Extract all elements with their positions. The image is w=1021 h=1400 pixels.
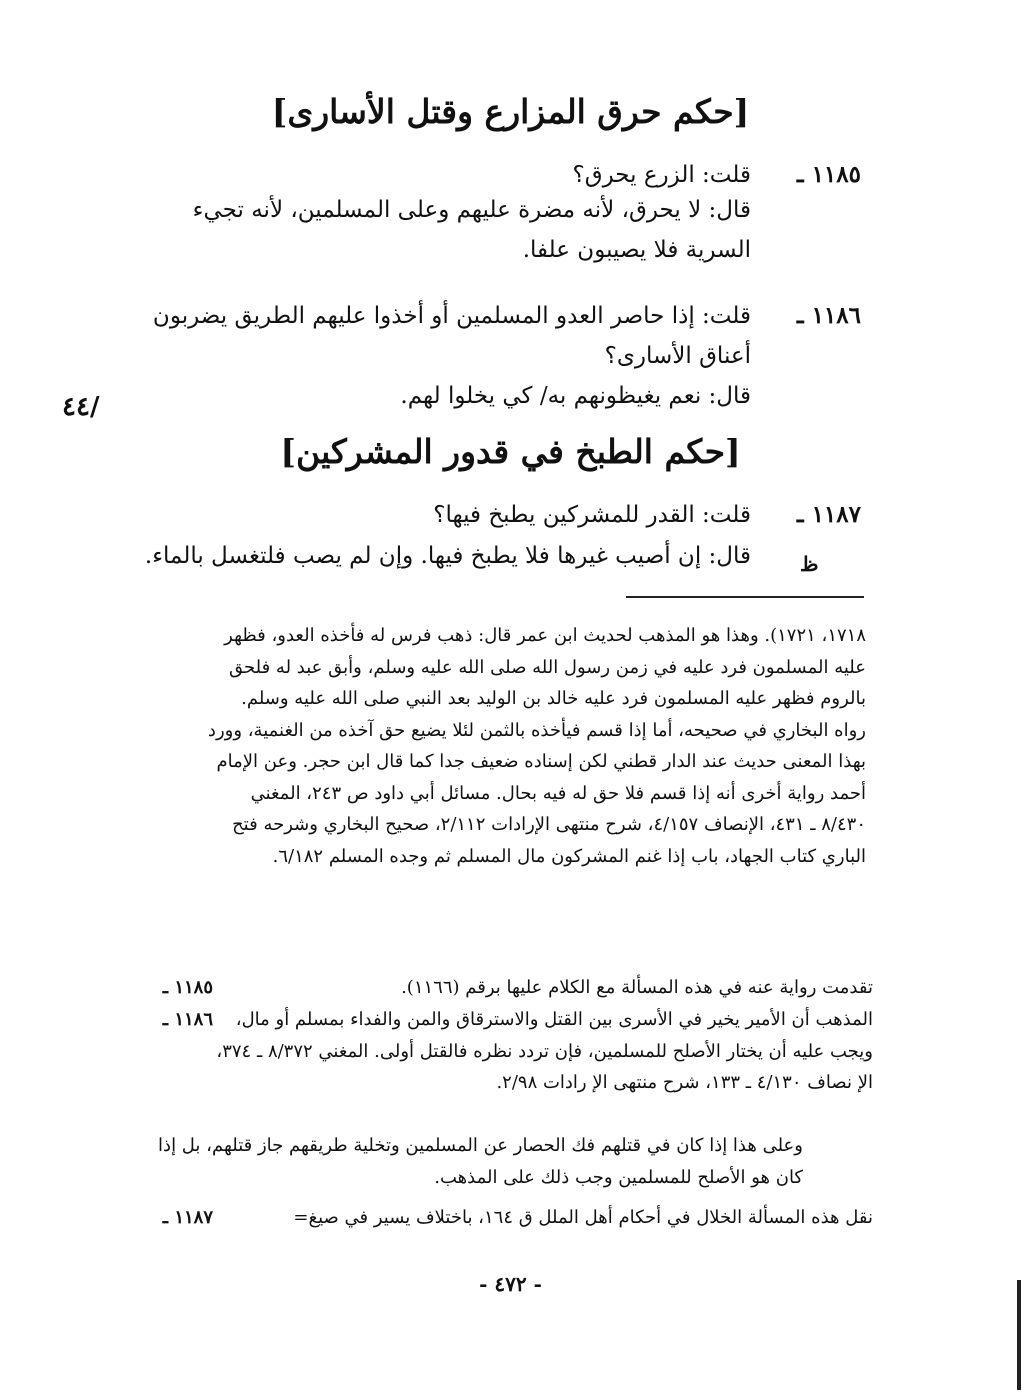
footnote-separator (626, 596, 864, 598)
entry-answer: قال: نعم يغيظونهم به/ كي يخلوا لهم. (400, 383, 751, 409)
footnote-continued: ١٧١٨، ١٧٢١). وهذا هو المذهب لحديث ابن عمر قال: ذهب فرس له فأخذه العدو، فظهر عليه المسلمون فرد عليه في زمن رسول الله صلى الله عليه وسلم، وأبق عبد له فلحق بالروم فظهر عليه المسلمون فرد عليه خالد بن الوليد بعد النبي صلى الله عليه وسلم. رواه البخاري في صحيحه، أما إذا قسم فيأخذه بالثمن لئلا يضيع حق آخذه من الغنمية، وورد بهذا المعنى حديث عند الدار قطني لكن إسناده ضعيف جدا كما قال ابن حجر. وعن الإمام أحمد رواية أخرى أنه إذا قسم فلا حق له فيه بحال. مسائل أبي داود ص ٢٤٣، المغني ٨/٤٣٠ ـ ٤٣١، الإنصاف ٤/١٥٧، شرح منتهى الإرادات ٢/١١٢، صحيح البخاري وشرحه فتح الباري كتاب الجهاد، باب إذا غنم المشركون مال المسلم ثم وجده المسلم ٦/١٨٢. (207, 625, 866, 867)
margin-mark: ظ (800, 552, 819, 576)
entry-answer: قال: إن أصيب غيرها فلا يطبخ فيها. وإن لم يصب فلتغسل بالماء. (144, 543, 751, 569)
entry-number: ١١٨٦ ـ (796, 302, 861, 329)
entry-question: قلت: إذا حاصر العدو المسلمين أو أخذوا عليهم الطريق يضربون أعناق الأسارى؟ (152, 303, 751, 369)
entry-1185 (141, 160, 861, 270)
footnote-number: ١١٨٥ ـ (162, 977, 213, 998)
section-heading-cooking: [حكم الطبخ في قدور المشركين] (280, 432, 741, 471)
margin-folio-number: /٤٤ (62, 392, 100, 422)
entry-number: ١١٨٥ ـ (796, 161, 861, 188)
footnote-text: نقل هذه المسألة الخلال في أحكام أهل الملل ق ١٦٤، باختلاف يسير في صيغ= (293, 1207, 873, 1228)
footnote-1187 (143, 1202, 873, 1234)
footnote-1186-continued: وعلى هذا إذا كان في قتلهم فك الحصار عن المسلمين وتخلية طريقهم جاز قتلهم، بل إذا كان هو الأصلح للمسلمين وجب ذلك على المذهب. (158, 1135, 803, 1188)
footnote-text: المذهب أن الأمير يخير في الأسرى بين القتل والاسترقاق والمن والفداء بمسلم أو مال، ويجب عليه أن يختار الأصلح للمسلمين، فإن تردد نظره فالقتل أولى. المغني ٨/٣٧٢ ـ ٣٧٤، الإ نصاف ٤/١٣٠ ـ ١٣٣، شرح منتهى الإ رادات ٢/٩٨. (216, 1009, 873, 1093)
footnote-text: تقدمت رواية عنه في هذه المسألة مع الكلام عليها برقم (١١٦٦). (401, 977, 873, 998)
footnote-1186 (143, 1004, 873, 1099)
scan-edge-mark (1017, 1280, 1021, 1390)
footnote-number: ١١٨٧ ـ (162, 1207, 213, 1228)
entry-1186 (141, 296, 861, 416)
footnote-1185 (143, 972, 873, 1004)
entry-question: قلت: الزرع يحرق؟ (572, 162, 751, 188)
footnote-number: ١١٨٦ ـ (162, 1009, 213, 1030)
page-number: - ٤٧٢ - (479, 1272, 542, 1296)
entry-answer: قال: لا يحرق، لأنه مضرة عليهم وعلى المسلمين، لأنه تجيء السرية فلا يصيبون علفا. (192, 197, 751, 263)
section-heading-burning: [حكم حرق المزارع وقتل الأسارى] (271, 92, 750, 131)
entry-question: قلت: القدر للمشركين يطبخ فيها؟ (433, 502, 751, 528)
entry-number: ١١٨٧ ـ (796, 501, 861, 528)
entry-1187 (141, 500, 861, 576)
